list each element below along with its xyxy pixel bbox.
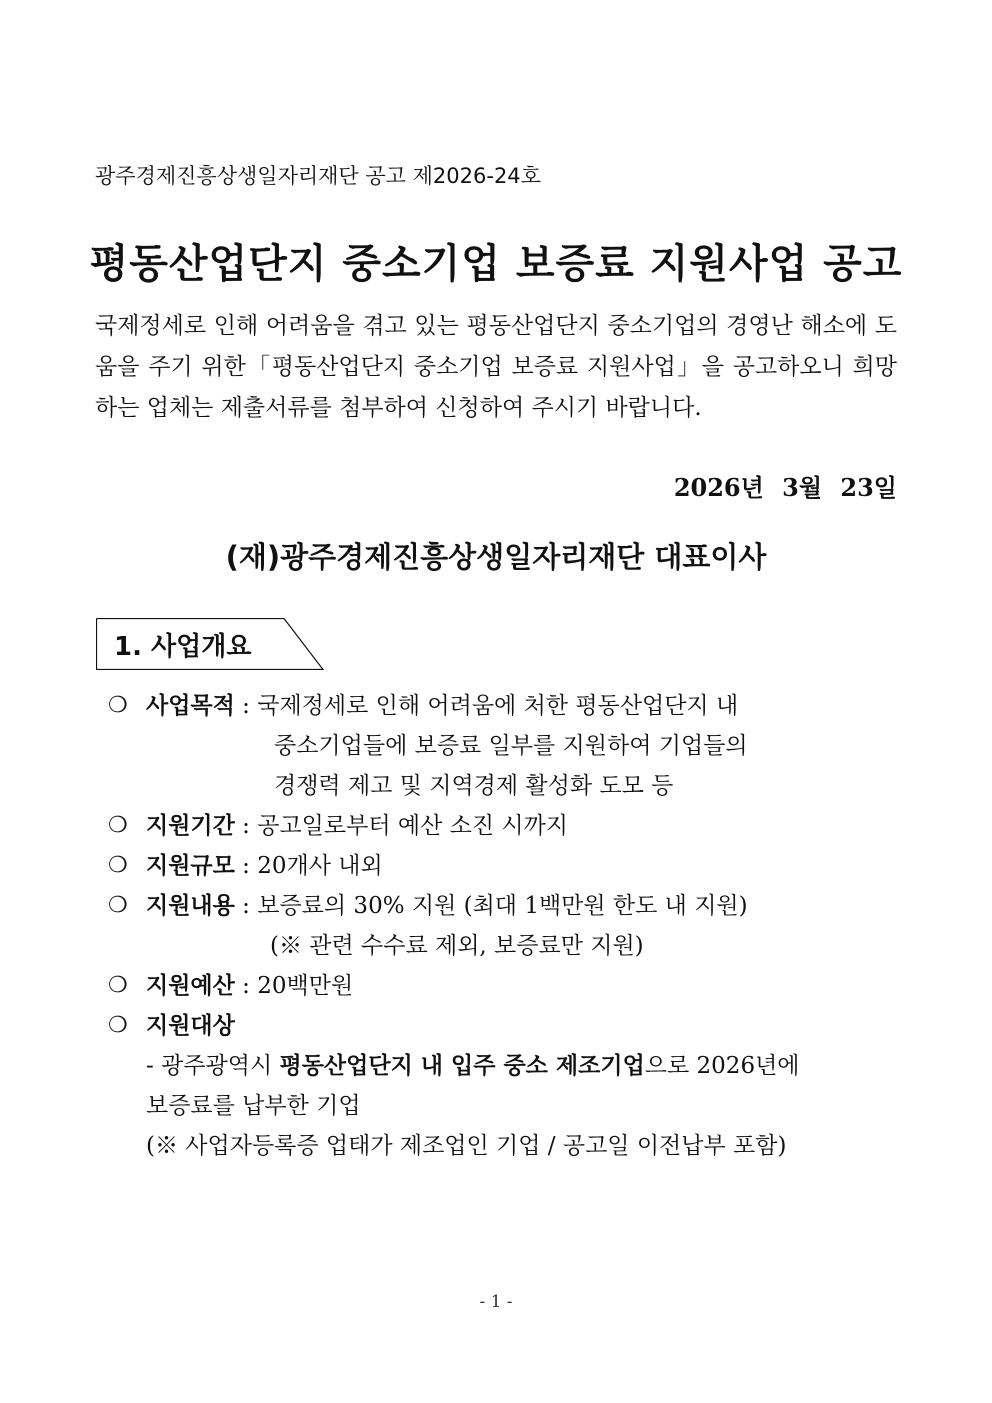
list-item-content (108, 886, 748, 926)
item-text: 보증료의 30% 지원 (최대 1백만원 한도 내 지원) (257, 893, 748, 919)
item-separator: : (234, 813, 258, 839)
circle-bullet-icon: ❍ (108, 693, 128, 718)
item-note: (※ 관련 수수료 제외, 보증료만 지원) (270, 933, 644, 959)
item-separator: : (234, 973, 258, 999)
circle-bullet-icon: ❍ (108, 1013, 128, 1038)
target-description (146, 1046, 800, 1086)
announcement-date: 2026년 3월 23일 (673, 473, 897, 502)
item-label: 지원내용 (146, 892, 235, 919)
target-note: (※ 사업자등록증 업태가 제조업인 기업 / 공고일 이전납부 포함) (146, 1133, 787, 1159)
circle-bullet-icon: ❍ (108, 973, 128, 998)
item-text: 국제정세로 인해 어려움에 처한 평동산업단지 내 (257, 693, 739, 719)
page-title: 평동산업단지 중소기업 보증료 지원사업 공고 (89, 241, 903, 287)
target-prefix: - 광주광역시 (146, 1053, 280, 1079)
intro-paragraph: 국제정세로 인해 어려움을 겪고 있는 평동산업단지 중소기업의 경영난 해소에 도움을 주기 위한「평동산업단지 중소기업 보증료 지원사업」을 공고하오니 희망하는 업체는 제출서류를 첨부하여 신청하여 주시기 바랍니다. (95, 313, 897, 421)
circle-bullet-icon: ❍ (108, 893, 128, 918)
item-label: 지원규모 (146, 852, 235, 879)
item-text: 20백만원 (257, 973, 354, 999)
list-item-scale (108, 846, 383, 886)
list-item-purpose (108, 686, 738, 726)
list-item-period (108, 806, 568, 846)
item-label: 지원예산 (146, 972, 235, 999)
item-separator: : (234, 693, 258, 719)
list-item-target (108, 1006, 235, 1046)
section-heading: 1. 사업개요 (114, 632, 252, 662)
item-label: 지원기간 (146, 812, 235, 839)
item-separator: : (234, 893, 258, 919)
list-item-budget (108, 966, 353, 1006)
notice-number: 광주경제진흥상생일자리재단 공고 제2026-24호 (95, 164, 541, 188)
item-label: 사업목적 (146, 692, 235, 719)
section-heading-box (96, 618, 324, 670)
target-description-line2: 보증료를 납부한 기업 (146, 1093, 361, 1119)
page-number: - 1 - (479, 1292, 513, 1312)
item-text: 20개사 내외 (257, 853, 383, 879)
item-separator: : (234, 853, 258, 879)
item-text-continued: 중소기업들에 보증료 일부를 지원하여 기업들의 (274, 733, 748, 759)
organization-name: (재)광주경제진흥상생일자리재단 대표이사 (225, 540, 767, 574)
target-suffix: 으로 2026년에 (644, 1053, 800, 1079)
circle-bullet-icon: ❍ (108, 813, 128, 838)
item-text-continued: 경쟁력 제고 및 지역경제 활성화 도모 등 (274, 773, 674, 799)
circle-bullet-icon: ❍ (108, 853, 128, 878)
item-text: 공고일로부터 예산 소진 시까지 (257, 813, 569, 839)
target-emphasis: 평동산업단지 내 입주 중소 제조기업 (279, 1052, 645, 1079)
item-label: 지원대상 (146, 1012, 235, 1039)
